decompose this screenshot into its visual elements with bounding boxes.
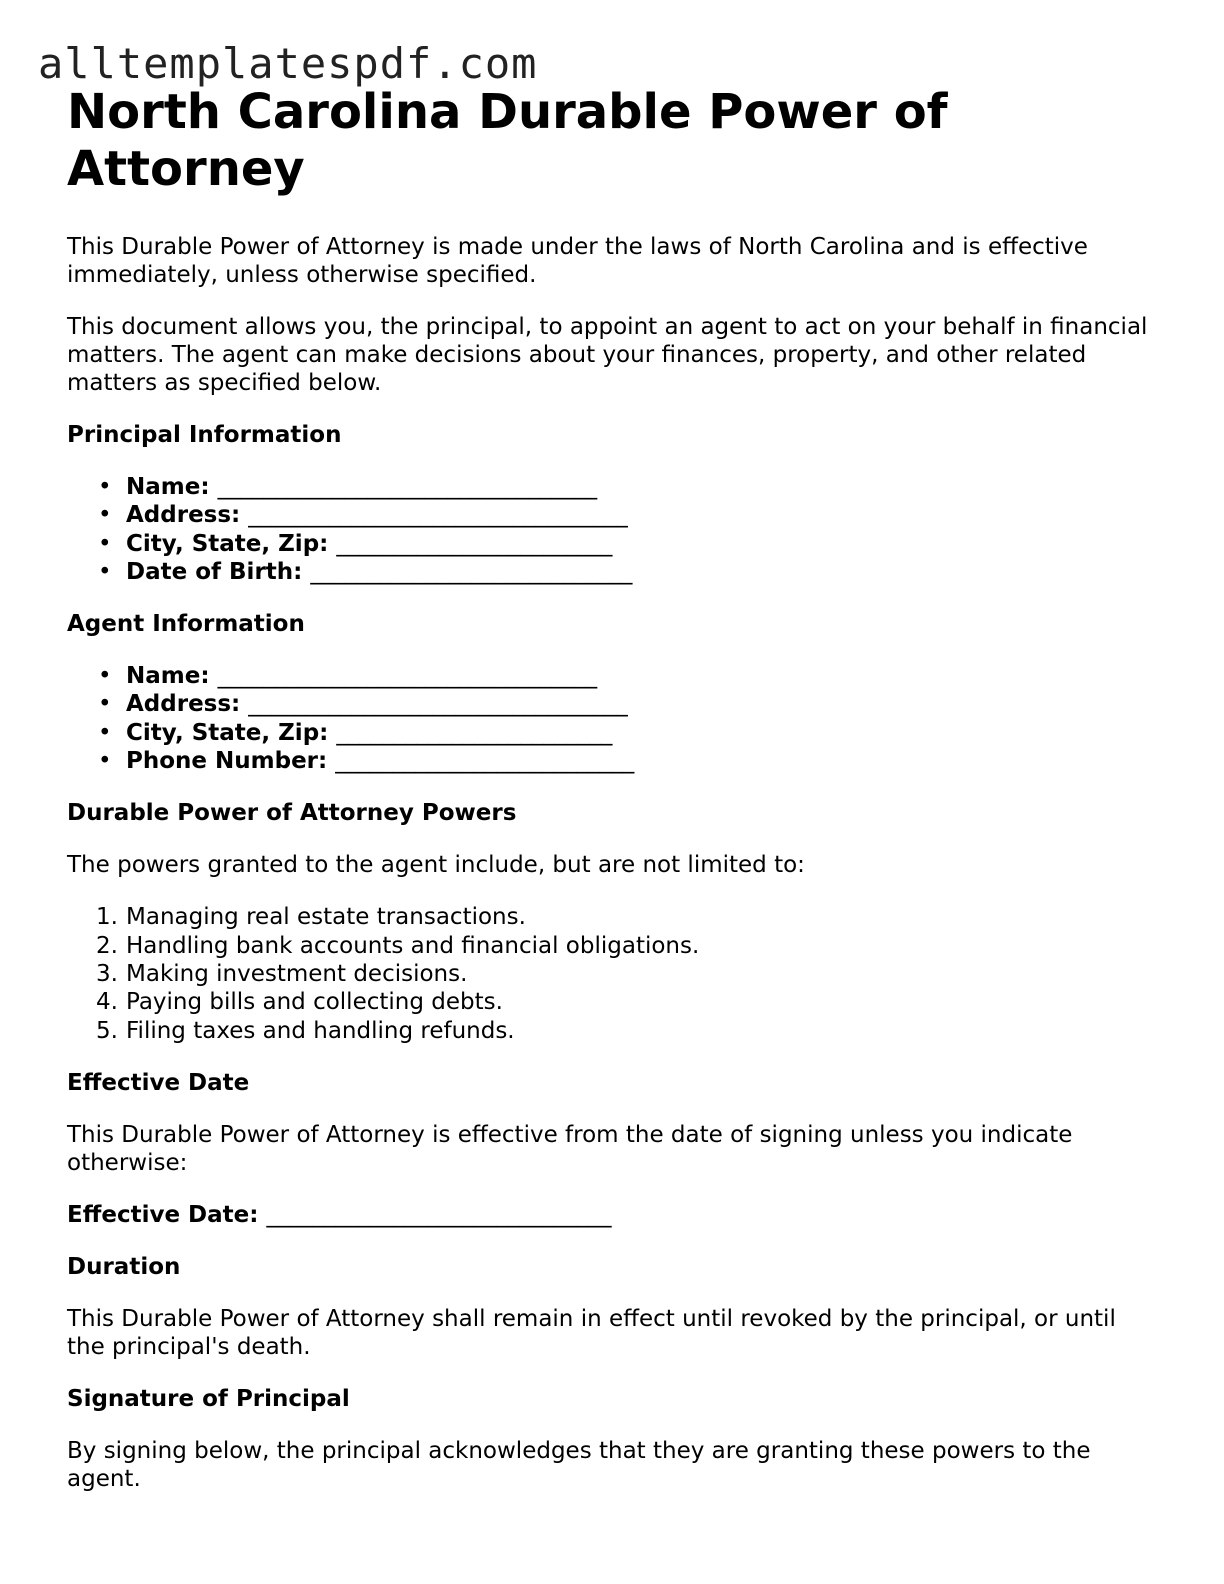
principal-fields-list	[67, 473, 1157, 586]
duration-heading: Duration	[67, 1253, 181, 1280]
principal-info-heading: Principal Information	[67, 422, 342, 448]
field-blank[interactable]: _________________________________	[248, 691, 628, 718]
power-text: Filing taxes and handling refunds.	[126, 1017, 515, 1044]
power-text: Making investment decisions.	[126, 960, 468, 987]
agent-name-field[interactable]	[67, 662, 1157, 690]
power-text: Managing real estate transactions.	[126, 904, 526, 931]
principal-dob-field[interactable]	[67, 558, 1157, 586]
field-label: Address:	[126, 691, 241, 718]
power-item	[67, 960, 1157, 988]
field-blank[interactable]: ________________________	[336, 719, 613, 746]
power-text: Handling bank accounts and financial obligations.	[126, 932, 700, 959]
signature-text: By signing below, the principal acknowledges that they are granting these powers to the agent.	[67, 1437, 1091, 1492]
field-label: Name:	[126, 474, 210, 500]
field-blank[interactable]: __________________________	[335, 748, 635, 775]
document-body	[67, 84, 1157, 1493]
field-label: Phone Number:	[126, 748, 328, 775]
power-number: 2.	[96, 932, 118, 959]
agent-fields-list	[67, 662, 1157, 775]
power-number: 3.	[96, 960, 118, 987]
field-blank[interactable]: _________________________________	[217, 663, 598, 690]
powers-intro: The powers granted to the agent include, but are not limited to:	[67, 852, 805, 879]
bullet-icon: •	[98, 530, 112, 557]
bullet-icon: •	[98, 474, 112, 500]
power-item	[67, 988, 1157, 1016]
agent-info-heading: Agent Information	[67, 611, 305, 638]
intro-paragraph-1: This Durable Power of Attorney is made under the laws of North Carolina and is effective immediately, unless otherwise specified.	[67, 234, 1088, 288]
principal-name-field[interactable]	[67, 473, 1157, 501]
powers-list	[67, 903, 1157, 1044]
intro-paragraph-2: This document allows you, the principal, to appoint an agent to act on your behalf in financial matters. The agent can make decisions about your finances, property, and other related matters as specified below.	[67, 314, 1148, 396]
agent-address-field[interactable]	[67, 690, 1157, 718]
field-blank[interactable]: _________________________________	[217, 474, 598, 500]
bullet-icon: •	[98, 691, 112, 718]
power-item	[67, 932, 1157, 960]
field-blank[interactable]: ______________________________	[266, 1201, 612, 1228]
power-number: 1.	[96, 904, 118, 931]
field-label: City, State, Zip:	[126, 719, 329, 746]
field-label: Name:	[126, 663, 210, 690]
bullet-icon: •	[98, 558, 112, 585]
effective-date-heading: Effective Date	[67, 1069, 250, 1096]
field-label: Address:	[126, 502, 241, 529]
bullet-icon: •	[98, 748, 112, 775]
power-text: Paying bills and collecting debts.	[126, 989, 503, 1016]
principal-city-state-zip-field[interactable]	[67, 530, 1157, 558]
effective-date-field[interactable]	[67, 1201, 1157, 1229]
power-item	[67, 903, 1157, 931]
power-number: 4.	[96, 989, 118, 1016]
field-blank[interactable]: ________________________	[336, 530, 613, 557]
duration-text: This Durable Power of Attorney shall remain in effect until revoked by the principal, or until the principal's death.	[67, 1305, 1116, 1360]
bullet-icon: •	[98, 663, 112, 690]
power-number: 5.	[96, 1017, 118, 1044]
effective-date-text: This Durable Power of Attorney is effective from the date of signing unless you indicate otherwise:	[67, 1121, 1073, 1176]
agent-phone-field[interactable]	[67, 747, 1157, 775]
document-title: North Carolina Durable Power of Attorney	[67, 84, 948, 197]
power-item	[67, 1017, 1157, 1045]
field-label: Effective Date:	[67, 1201, 259, 1228]
bullet-icon: •	[98, 502, 112, 529]
bullet-icon: •	[98, 719, 112, 746]
field-blank[interactable]: _________________________________	[248, 502, 628, 529]
powers-heading: Durable Power of Attorney Powers	[67, 800, 517, 827]
signature-heading: Signature of Principal	[67, 1385, 350, 1412]
field-label: City, State, Zip:	[126, 530, 329, 557]
field-label: Date of Birth:	[126, 558, 303, 585]
field-blank[interactable]: ____________________________	[310, 558, 633, 585]
principal-address-field[interactable]	[67, 501, 1157, 529]
watermark: alltemplatespdf.com	[38, 39, 538, 88]
agent-city-state-zip-field[interactable]	[67, 719, 1157, 747]
